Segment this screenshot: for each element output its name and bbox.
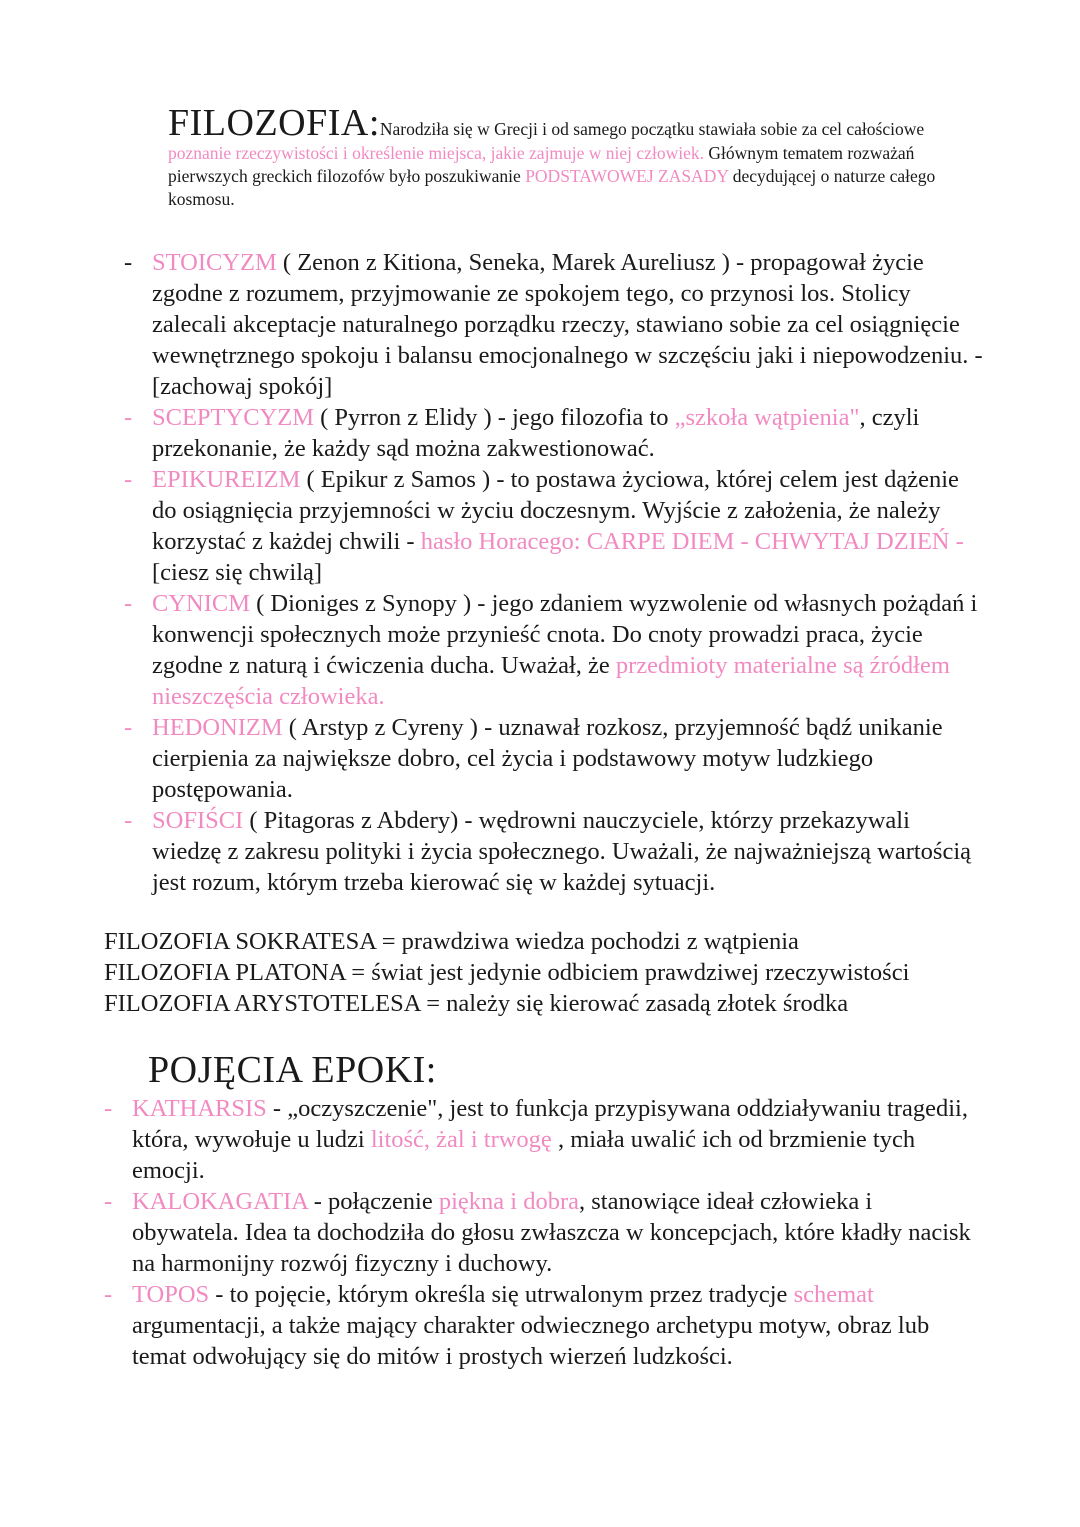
philosopher-line	[104, 988, 1004, 1019]
philosopher-desc: prawdziwa wiedza pochodzi z wątpienia	[401, 928, 799, 955]
philosopher-line	[104, 926, 1004, 957]
term-name: KALOKAGATIA	[132, 1188, 308, 1215]
intro-highlight-2: PODSTAWOWEJ ZASADY	[525, 166, 729, 186]
list-item	[104, 1186, 984, 1279]
list-item	[124, 805, 984, 898]
page-title: FILOZOFIA:	[168, 102, 380, 144]
equals-sign: =	[375, 928, 402, 955]
intro-highlight-1: poznanie rzeczywistości i określenie miejsca, jakie zajmuje w niej człowiek.	[168, 143, 704, 163]
terms-heading: POJĘCIA EPOKI:	[148, 1049, 437, 1091]
term-text: ( Dioniges z Synopy ) - jego zdaniem wyzwolenie od własnych pożądań i konwencji społecznych może przynieść cnota. Do cnoty prowadzi praca, życie zgodne z naturą i ćwiczenia ducha. Uważał, że	[152, 590, 978, 679]
term-text: ( Epikur z Samos ) - to postawa życiowa, której celem jest dążenie do osiągnięcia przyjemności w życiu doczesnym. Wyjście z założenia, że należy korzystać z każdej chwili -	[152, 466, 959, 555]
dash-bullet: -	[124, 714, 133, 741]
term-name: KATHARSIS	[132, 1095, 267, 1122]
intro-text-1: Narodziła się w Grecji i od samego początku stawiała sobie za cel całościowe	[379, 119, 925, 139]
dash-bullet: -	[104, 1281, 113, 1308]
term-highlight: schemat	[793, 1281, 874, 1308]
term-text: ( Zenon z Kitiona, Seneka, Marek Aureliusz ) - propagował życie zgodne z rozumem, przyjmowanie ze spokojem tego, co przynosi los. Stolicy zalecali akceptacje naturalnego porządku rzeczy, stawiano sobie za cel osiągnięcie wewnętrznego spokoju i balansu emocjonalnego w szczęściu jaki i niepowodzeniu. - [zachowaj spokój]	[152, 249, 983, 400]
term-highlight: hasło Horacego: CARPE DIEM - CHWYTAJ DZIEŃ -	[420, 528, 964, 555]
term-text: ( Pyrron z Elidy ) - jego filozofia to	[314, 404, 675, 431]
term-text: ( Pitagoras z Abdery) - wędrowni nauczyciele, którzy przekazywali wiedzę z zakresu polityki i życia społecznego. Uważali, że najważniejszą wartością jest rozum, którym trzeba kierować się w każdej sytuacji.	[152, 807, 972, 896]
philosopher-desc: świat jest jedynie odbiciem prawdziwej rzeczywistości	[371, 959, 910, 986]
list-item	[124, 247, 984, 402]
term-highlight: piękna i dobra	[438, 1188, 580, 1215]
list-item	[124, 712, 984, 805]
dash-bullet: -	[124, 807, 133, 834]
term-name: HEDONIZM	[152, 714, 283, 741]
list-item	[104, 1279, 984, 1372]
list-item	[124, 464, 984, 588]
philosopher-line	[104, 957, 1004, 988]
dash-bullet: -	[104, 1095, 113, 1122]
term-name: STOICYZM	[152, 249, 277, 276]
dash-bullet: -	[124, 590, 133, 617]
term-text: - „oczyszczenie", jest to funkcja przypisywana oddziaływaniu tragedii, która, wywołuje u ludzi	[132, 1095, 968, 1153]
intro-text-2: Głównym tematem rozważań pierwszych greckich filozofów było poszukiwanie	[168, 143, 915, 186]
philosopher-name: FILOZOFIA SOKRATESA	[104, 928, 376, 955]
equals-sign: =	[420, 990, 447, 1017]
term-text: - połączenie	[307, 1188, 439, 1215]
dash-bullet: -	[104, 1188, 113, 1215]
term-text-2: argumentacji, a także mający charakter odwiecznego archetypu motyw, obraz lub temat odwołujący się do mitów i prostych wierzeń ludzkości.	[132, 1312, 930, 1370]
dash-bullet: -	[124, 466, 133, 493]
term-highlight: przedmioty materialne są źródłem nieszczęścia człowieka.	[152, 652, 950, 710]
philosophers-summary	[104, 926, 1004, 1019]
intro-text-3: decydującej o naturze całego kosmosu.	[168, 166, 936, 209]
schools-list	[124, 247, 984, 898]
equals-sign: =	[345, 959, 372, 986]
term-text: ( Arstyp z Cyreny ) - uznawał rozkosz, przyjemność bądź unikanie cierpienia za największe dobro, cel życia i podstawowy motyw ludzkiego postępowania.	[152, 714, 943, 803]
list-item	[104, 1093, 984, 1186]
philosopher-name: FILOZOFIA ARYSTOTELESA	[104, 990, 421, 1017]
term-highlight: „szkoła wątpienia"	[674, 404, 860, 431]
term-text: - to pojęcie, którym określa się utrwalonym przez tradycje	[209, 1281, 794, 1308]
philosopher-name: FILOZOFIA PLATONA	[104, 959, 346, 986]
dash-bullet: -	[124, 404, 133, 431]
dash-bullet: -	[124, 249, 133, 276]
philosopher-desc: należy się kierować zasadą złotek środka	[446, 990, 849, 1017]
term-highlight: litość, żal i trwogę	[370, 1126, 552, 1153]
intro-paragraph	[168, 104, 988, 211]
list-item	[124, 402, 984, 464]
term-text-2: , miała uwalić ich od brzmienie tych emocji.	[132, 1126, 916, 1184]
term-name: CYNICM	[152, 590, 251, 617]
terms-list	[104, 1093, 984, 1372]
term-text-2: [ciesz się chwilą]	[152, 559, 323, 586]
list-item	[124, 588, 984, 712]
term-name: SCEPTYCYZM	[152, 404, 315, 431]
term-name: EPIKUREIZM	[152, 466, 301, 493]
term-text-2: , stanowiące ideał człowieka i obywatela. Idea ta dochodziła do głosu zwłaszcza w koncepcjach, które kładły nacisk na harmonijny rozwój fizyczny i duchowy.	[132, 1188, 971, 1277]
term-name: TOPOS	[132, 1281, 210, 1308]
term-name: SOFIŚCI	[152, 807, 244, 834]
term-text-2: , czyli przekonanie, że każdy sąd można zakwestionować.	[152, 404, 920, 462]
